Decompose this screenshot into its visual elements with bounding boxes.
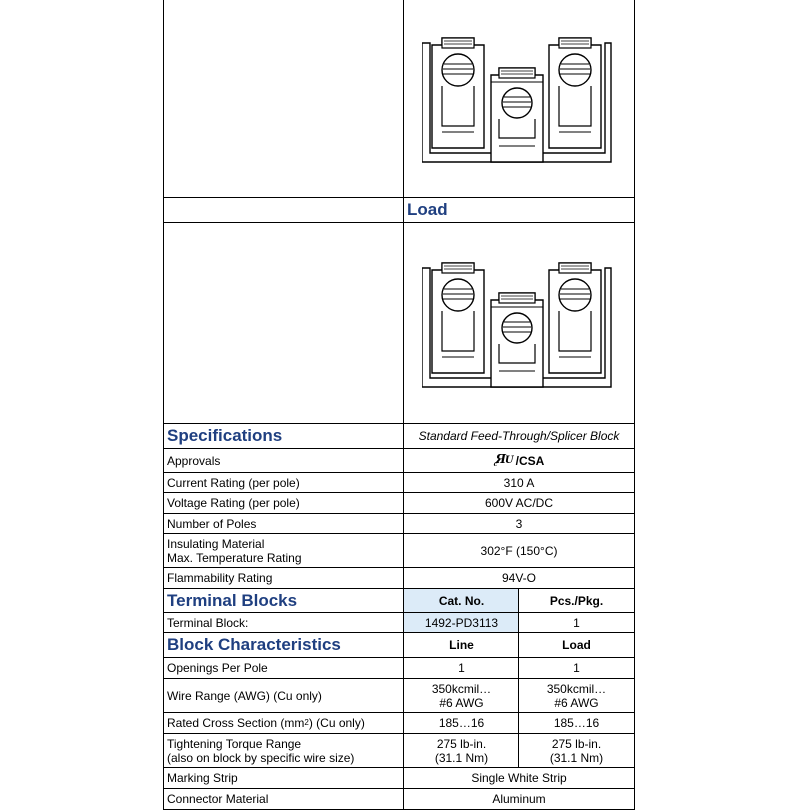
spec-row-flammability [163,568,635,589]
marking-strip-row [163,768,635,789]
char-label: Wire Range (AWG) (Cu only) [167,688,322,703]
char-label: Tightening Torque Range [167,736,302,751]
terminal-blocks-heading: Terminal Blocks [167,590,298,610]
spec-value: 310 A [503,475,535,490]
line-figure-cell [403,0,635,197]
terminal-blocks-header-row [163,589,635,613]
spec-row-poles [163,514,635,534]
line-value: 1 [458,661,465,675]
empty-cell [163,0,404,197]
spec-row-current [163,473,635,493]
line-value: (31.1 Nm) [434,750,489,765]
line-value: 185…16 [438,716,485,730]
spec-row-voltage [163,493,635,514]
terminal-block-line-diagram [422,36,617,166]
spec-row-approvals [163,449,635,473]
specifications-subheading: Standard Feed-Through/Splicer Block [418,429,620,443]
load-column-header: Load [562,638,591,652]
char-value: Single White Strip [471,771,567,785]
spec-sheet [163,0,635,810]
spec-label: Approvals [167,453,221,468]
char-value: Aluminum [492,792,546,806]
block-characteristics-header-row [163,633,635,658]
cross-section-row [163,713,635,734]
specifications-heading: Specifications [167,426,283,445]
load-value: #6 AWG [554,695,599,710]
char-label: Connector Material [167,792,269,806]
catalog-number: 1492-PD3113 [424,615,499,630]
line-value: 275 lb-in. [436,736,487,751]
spec-label: Current Rating (per pole) [167,475,300,490]
load-value: 185…16 [553,716,600,730]
spec-value: 3 [515,516,523,531]
load-value: 275 lb-in. [551,736,602,751]
char-label: (also on block by specific wire size) [167,750,355,765]
spec-value: 600V AC/DC [484,496,554,510]
terminal-block-load-diagram [422,261,617,391]
load-label-row [163,198,635,223]
terminal-block-label: Terminal Block: [167,615,249,630]
cat-no-column-header: Cat. No. [438,593,485,608]
char-label: Rated Cross Section (mm 2 ) (Cu only) [167,716,365,730]
block-characteristics-heading: Block Characteristics [167,635,341,654]
empty-cell [163,223,404,423]
pieces-per-package: 1 [573,615,580,630]
char-label: Marking Strip [167,771,238,785]
spec-label: Number of Poles [167,516,257,531]
spec-label: Flammability Rating [167,571,273,585]
load-value: (31.1 Nm) [549,750,604,765]
torque-row [163,734,635,768]
line-column-header: Line [449,638,474,652]
spec-label: Insulating Material [167,536,265,551]
wire-range-row [163,679,635,713]
specifications-header-row [163,424,635,449]
spec-label: Max. Temperature Rating [167,550,302,565]
load-figure-cell [403,223,635,423]
terminal-block-row [163,613,635,633]
line-value: 350kcmil… [431,681,492,696]
approval-mark [494,452,545,469]
load-value: 1 [573,661,580,675]
spec-row-insulating [163,534,635,568]
line-value: #6 AWG [439,695,484,710]
approval-value: /CSA [515,453,545,468]
spec-label: Voltage Rating (per pole) [167,496,300,510]
spec-value: 94V-O [501,571,537,585]
load-figure-label: Load [407,200,448,219]
pcs-pkg-column-header: Pcs./Pkg. [549,593,604,608]
openings-row [163,658,635,679]
spec-value: 302°F (150°C) [480,543,558,558]
ul-recognized-icon: $_c$ЯU [493,452,513,468]
line-figure-row [163,0,635,198]
load-figure-row [163,223,635,424]
char-label: Openings Per Pole [167,661,268,675]
load-value: 350kcmil… [546,681,607,696]
